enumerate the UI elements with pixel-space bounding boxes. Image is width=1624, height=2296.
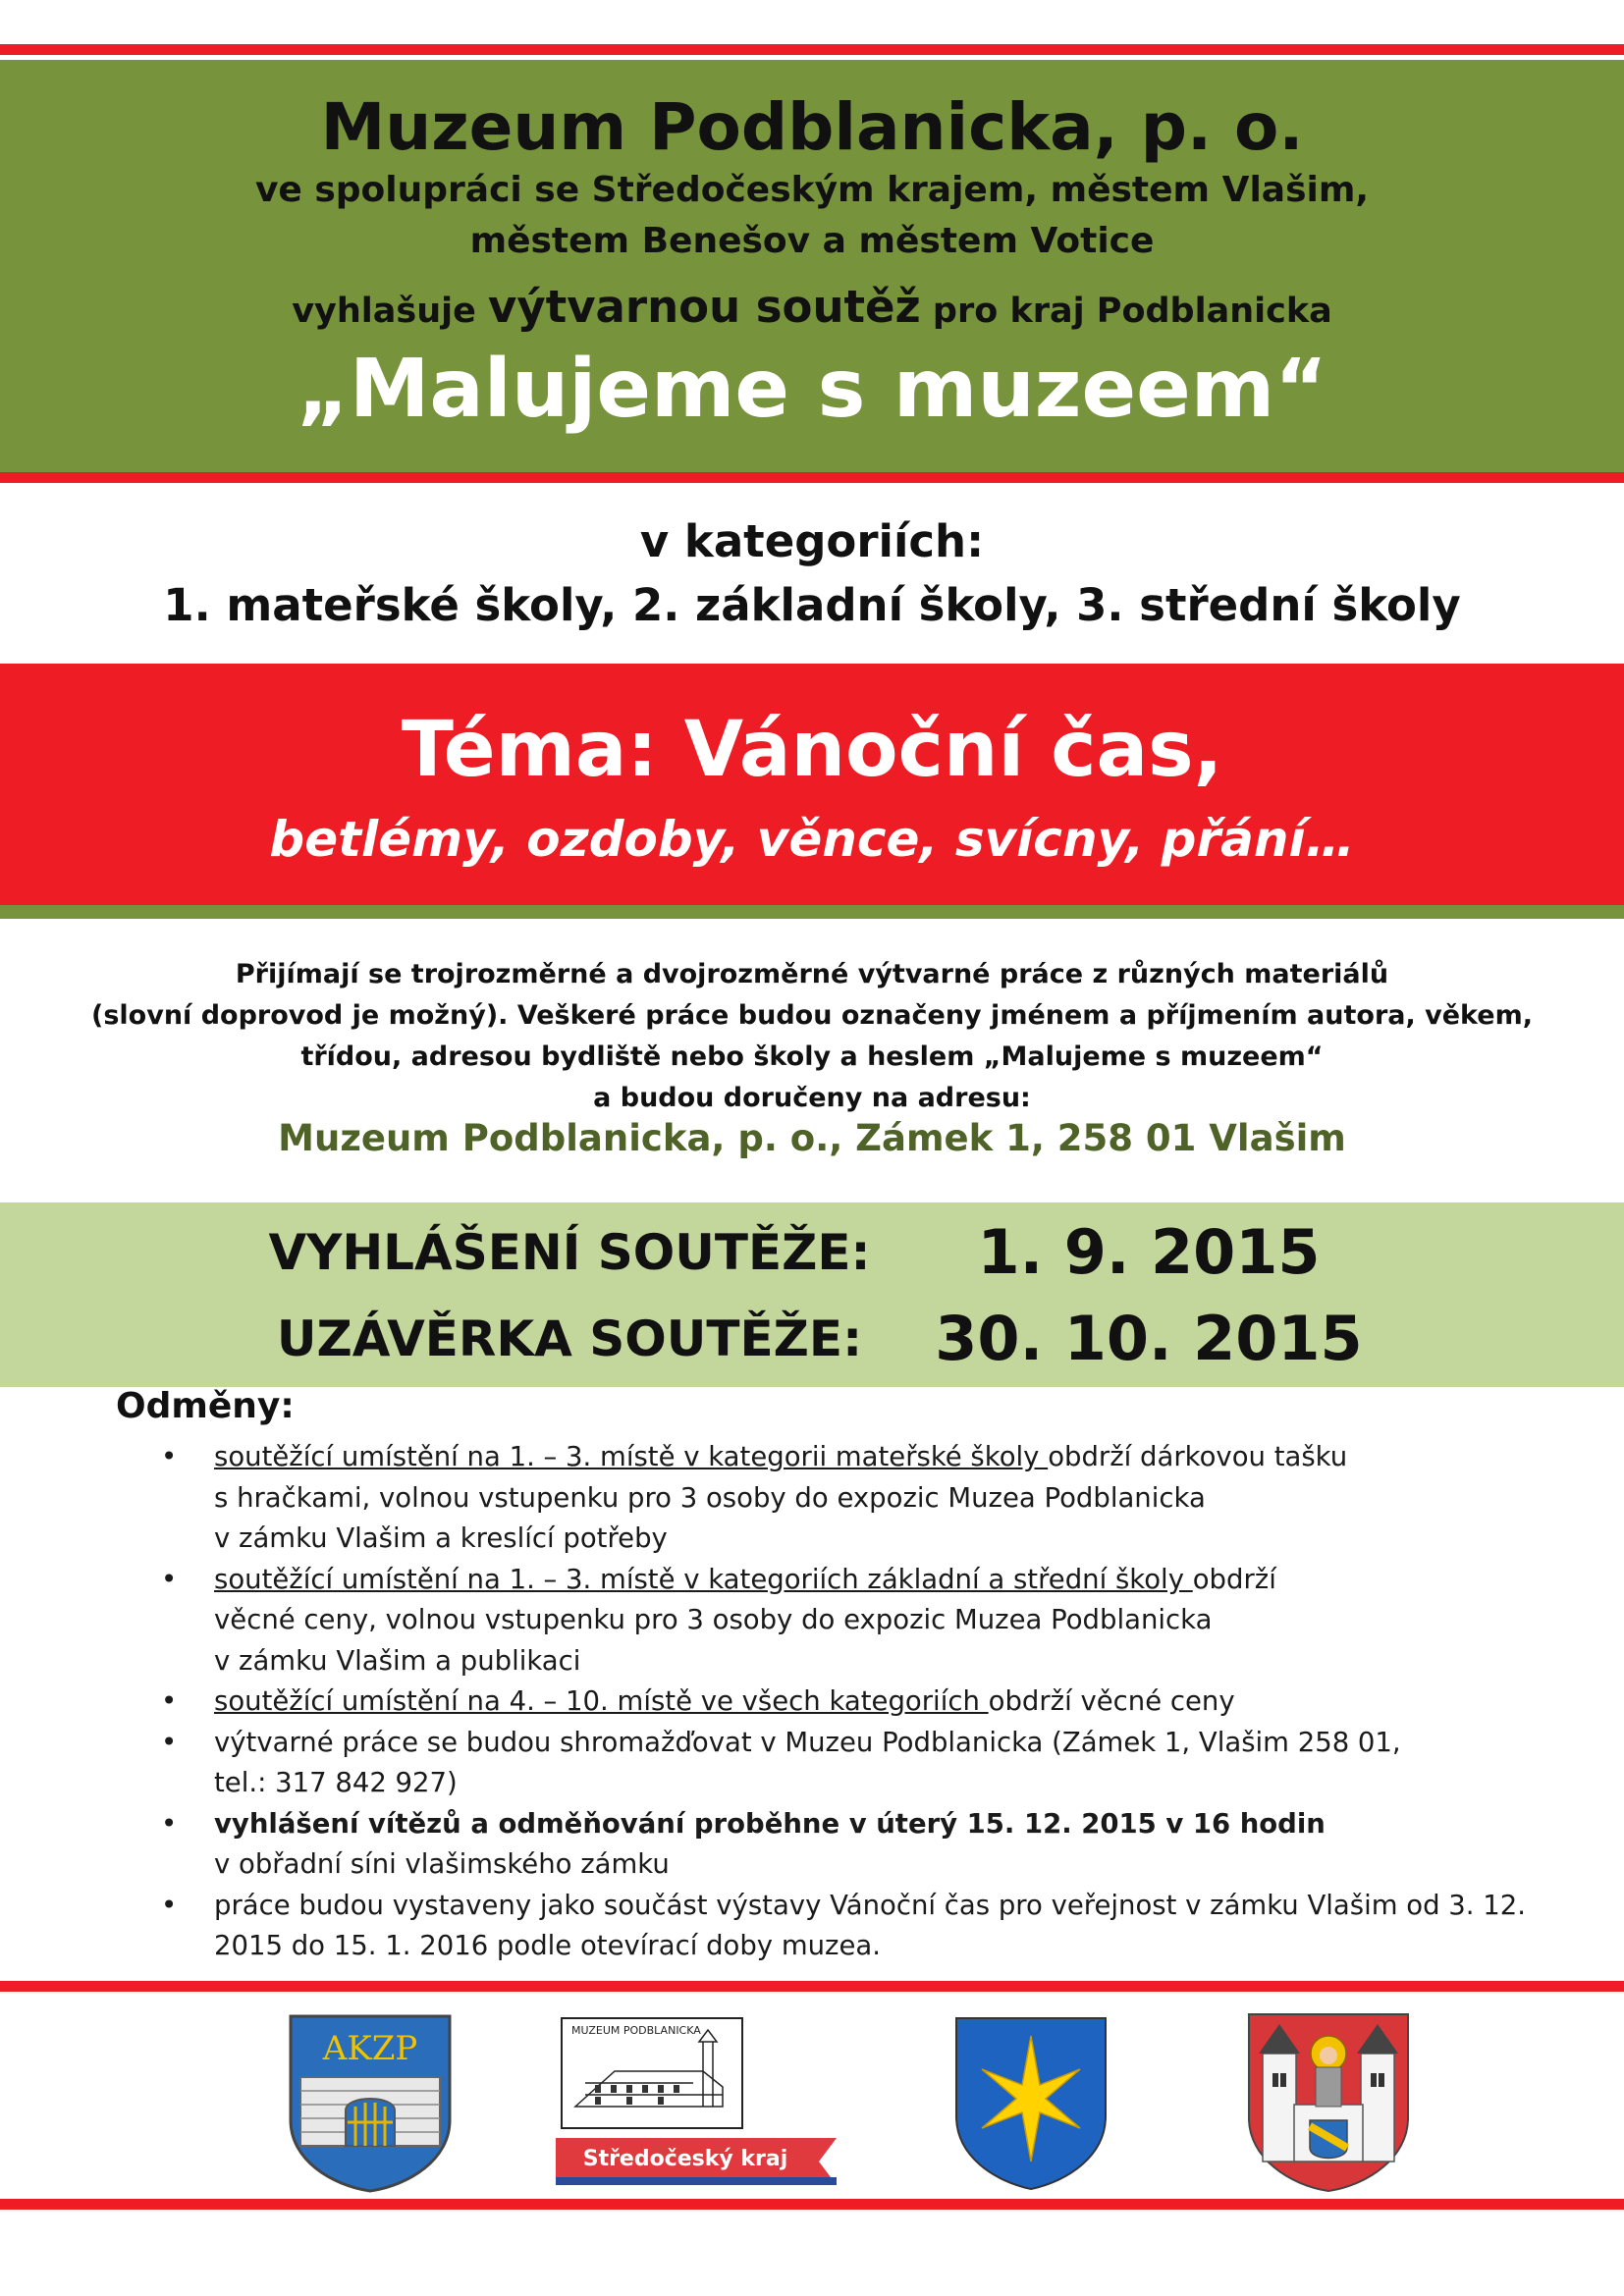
header-bottom-red-stripe bbox=[0, 472, 1624, 483]
logos-top-red-stripe bbox=[0, 1981, 1624, 1992]
top-red-stripe bbox=[0, 44, 1624, 55]
cooperation-line-1: ve spolupráci se Středočeským krajem, městem Vlašim, bbox=[254, 170, 1370, 210]
bullet: • bbox=[161, 1889, 178, 1921]
delivery-address: Muzeum Podblanicka, p. o., Zámek 1, 258 01 Vlašim bbox=[278, 1117, 1346, 1159]
theme-title: Téma: Vánoční čas, bbox=[401, 706, 1223, 794]
reward-3-text: obdrží věcné ceny bbox=[988, 1685, 1235, 1717]
info-paragraph bbox=[0, 954, 1624, 1119]
list-item bbox=[157, 1804, 1532, 1886]
list-item bbox=[157, 1437, 1532, 1560]
deadline-label: UZÁVĚRKA SOUTĚŽE: bbox=[276, 1310, 863, 1367]
bullet: • bbox=[161, 1726, 178, 1758]
dates-band bbox=[0, 1202, 1624, 1387]
reward-1-line-2: s hračkami, volnou vstupenku pro 3 osoby do expozic Muzea Podblanicka bbox=[214, 1481, 1206, 1514]
theme-subtitle: betlémy, ozdoby, věnce, svícny, přání… bbox=[269, 811, 1355, 868]
reward-5-line-2: v obřadní síni vlašimského zámku bbox=[214, 1848, 670, 1880]
announcement-emphasis: výtvarnou soutěž bbox=[488, 281, 921, 333]
rewards-list bbox=[157, 1437, 1532, 1967]
announce-label: VYHLÁŠENÍ SOUTĚŽE: bbox=[268, 1224, 871, 1281]
info-line-3: třídou, adresou bydliště nebo školy a heslem „Malujeme s muzeem“ bbox=[300, 1041, 1324, 1072]
bullet: • bbox=[161, 1563, 178, 1595]
reward-1-line-3: v zámku Vlašim a kreslící potřeby bbox=[214, 1522, 668, 1554]
bullet: • bbox=[161, 1807, 178, 1840]
info-line-1: Přijímají se trojrozměrné a dvojrozměrné výtvarné práce z různých materiálů bbox=[235, 959, 1389, 989]
museum-logo-text: MUZEUM PODBLANICKA bbox=[571, 2024, 701, 2037]
reward-2-line-3: v zámku Vlašim a publikaci bbox=[214, 1644, 581, 1677]
rewards-title: Odměny: bbox=[116, 1386, 295, 1426]
list-item bbox=[157, 1886, 1532, 1967]
reward-4-line-2: tel.: 317 842 927) bbox=[214, 1767, 458, 1798]
theme-green-divider bbox=[0, 905, 1624, 919]
kraj-logo-text: Středočeský kraj bbox=[582, 2147, 788, 2171]
museum-title: Muzeum Podblanicka, p. o. bbox=[320, 89, 1304, 165]
reward-2-text: obdrží bbox=[1192, 1563, 1276, 1595]
reward-1-underlined: soutěžící umístění na 1. – 3. místě v kategorii mateřské školy bbox=[214, 1441, 1049, 1472]
bottom-red-stripe bbox=[0, 2199, 1624, 2210]
bullet: • bbox=[161, 1441, 178, 1472]
star-shield-logo bbox=[952, 2014, 1110, 2191]
reward-5-line-1: vyhlášení vítězů a odměňování proběhne v úterý 15. 12. 2015 v 16 hodin bbox=[214, 1807, 1326, 1840]
bullet: • bbox=[161, 1685, 178, 1717]
announcement-line bbox=[0, 281, 1624, 333]
theme-band bbox=[0, 664, 1624, 905]
reward-4-line-1: výtvarné práce se budou shromažďovat v Muzeu Podblanicka (Zámek 1, Vlašim 258 01, bbox=[214, 1726, 1401, 1758]
announce-date: 1. 9. 2015 bbox=[977, 1216, 1321, 1288]
museum-kraj-logo bbox=[556, 2012, 840, 2189]
competition-name: „Malujeme s muzeem“ bbox=[296, 343, 1328, 436]
akzp-logo bbox=[287, 2012, 454, 2193]
info-line-2: (slovní doprovod je možný). Veškeré práce budou označeny jménem a příjmením autora, věkem, bbox=[91, 1000, 1533, 1031]
list-item bbox=[157, 1723, 1532, 1804]
reward-2-line-2: věcné ceny, volnou vstupenku pro 3 osoby do expozic Muzea Podblanicka bbox=[214, 1604, 1213, 1635]
list-item bbox=[157, 1560, 1532, 1682]
announcement-post: pro kraj Podblanicka bbox=[920, 292, 1332, 331]
deadline-date: 30. 10. 2015 bbox=[935, 1303, 1363, 1374]
cooperation-line-2: městem Benešov a městem Votice bbox=[469, 221, 1155, 261]
reward-1-text: obdrží dárkovou tašku bbox=[1048, 1441, 1348, 1472]
categories-label: v kategoriích: bbox=[639, 515, 985, 567]
reward-6-line-2: 2015 do 15. 1. 2016 podle otevírací doby muzea. bbox=[214, 1930, 881, 1961]
akzp-logo-text: AKZP bbox=[322, 2029, 418, 2068]
info-line-4: a budou doručeny na adresu: bbox=[593, 1083, 1031, 1113]
list-item bbox=[157, 1682, 1532, 1723]
reward-2-underlined: soutěžící umístění na 1. – 3. místě v kategoriích základní a střední školy bbox=[214, 1563, 1193, 1595]
town-coat-of-arms-logo bbox=[1245, 2010, 1412, 2193]
announcement-pre: vyhlašuje bbox=[292, 292, 489, 331]
reward-3-underlined: soutěžící umístění na 4. – 10. místě ve všech kategoriích bbox=[214, 1685, 989, 1717]
header-band bbox=[0, 60, 1624, 472]
reward-6-line-1: práce budou vystaveny jako součást výstavy Vánoční čas pro veřejnost v zámku Vlašim od 3. 12. bbox=[214, 1889, 1527, 1921]
categories-list: 1. mateřské školy, 2. základní školy, 3. střední školy bbox=[163, 579, 1461, 631]
